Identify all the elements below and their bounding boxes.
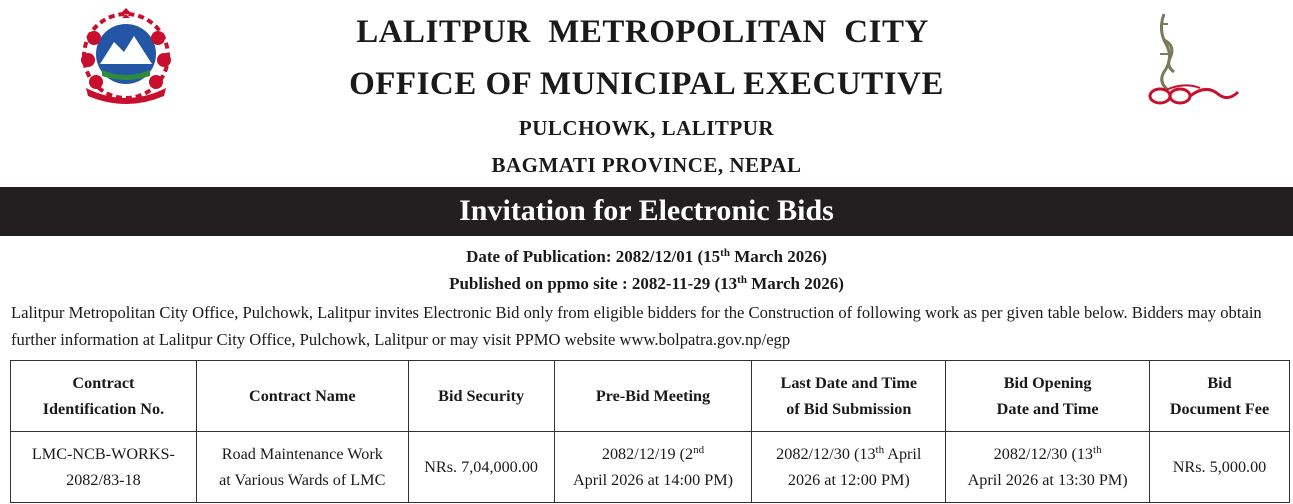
cell-contract-name: Road Maintenance Work at Various Wards of LMC (196, 432, 408, 503)
cell-last-date: 2082/12/30 (13th April 2026 at 12:00 PM) (752, 432, 946, 503)
cell-bid-opening: 2082/12/30 (13th April 2026 at 13:30 PM) (946, 432, 1150, 503)
publication-date: Date of Publication: 2082/12/01 (15th March 2026) (466, 247, 827, 266)
bids-table (10, 360, 1290, 503)
table-header-row (11, 361, 1290, 432)
city-logo-icon (1148, 10, 1240, 110)
invitation-paragraph: Lalitpur Metropolitan City Office, Pulchowk, Lalitpur invites Electronic Bid only from eligible bidders for the Construction of following work as per given table below. Bidders may obtain further information at Lalitpur City Office, Pulchowk, Lalitpur or may visit PPMO website www.bolpatra.gov.np/egp (11, 303, 1262, 349)
office-name: OFFICE OF MUNICIPAL EXECUTIVE (349, 66, 944, 102)
header-bid-opening: Bid Opening Date and Time (946, 361, 1150, 432)
header-pre-bid-meeting: Pre-Bid Meeting (554, 361, 752, 432)
cell-contract-id: LMC-NCB-WORKS- 2082/83-18 (11, 432, 197, 503)
header-bid-security: Bid Security (408, 361, 554, 432)
header-document-fee: Bid Document Fee (1150, 361, 1290, 432)
province-line: BAGMATI PROVINCE, NEPAL (491, 153, 802, 177)
cell-bid-security: NRs. 7,04,000.00 (408, 432, 554, 503)
header-contract-id: Contract Identification No. (11, 361, 197, 432)
office-address: PULCHOWK, LALITPUR (518, 116, 775, 140)
header-last-date: Last Date and Time of Bid Submission (752, 361, 946, 432)
notice-title: Invitation for Electronic Bids (0, 187, 1293, 236)
cell-pre-bid-meeting: 2082/12/19 (2nd April 2026 at 14:00 PM) (554, 432, 752, 503)
table-row (11, 432, 1290, 503)
letterhead (0, 0, 1293, 186)
ppmo-publication-date: Published on ppmo site : 2082-11-29 (13th March 2026) (449, 274, 844, 293)
header-contract-name: Contract Name (196, 361, 408, 432)
cell-document-fee: NRs. 5,000.00 (1150, 432, 1290, 503)
city-name: LALITPUR METROPOLITAN CITY (356, 14, 929, 50)
